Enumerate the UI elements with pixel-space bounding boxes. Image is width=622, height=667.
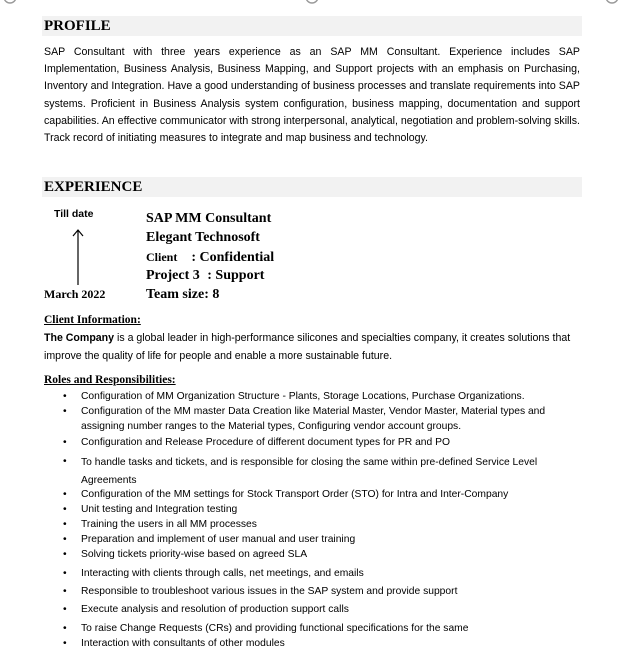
start-date-label: March 2022 — [44, 287, 106, 301]
job-client-label: Client — [146, 250, 178, 264]
profile-text: SAP Consultant with three years experience as an SAP MM Consultant. Experience includes SAP Implementation, Business Analysis, Business Mapping, and Support projects with an emphasis on Purchasing, Inventory and Integration. Have a good understanding of business processes and translate requirements into SAP systems. Proficient in Business Analysis system configuration, business mapping, documentation and support capabilities. An effective communicator with strong interpersonal, analytical, negotiation and problem-solving skills. Track record of initiating measures to integrate and map business and technology. — [44, 46, 580, 145]
bullet-icon: • — [63, 623, 67, 634]
job-team-size: Team size: 8 — [146, 287, 220, 302]
list-item: • Configuration of MM Organization Structure - Plants, Storage Locations, Purchase Organizations. — [63, 391, 525, 402]
job-project-label: Project 3 — [146, 268, 200, 283]
list-item: • Interacting with clients through calls, net meetings, and emails — [63, 568, 364, 579]
bullet-icon: • — [63, 549, 67, 560]
bullet-icon: • — [63, 437, 67, 448]
list-item: • Configuration and Release Procedure of different document types for PR and PO — [63, 437, 450, 448]
list-item: • To handle tasks and tickets, and is responsible for closing the same within pre-defined Service Level Agreements — [63, 456, 538, 486]
bullet-icon: • — [63, 391, 67, 402]
bullet-icon: • — [63, 534, 67, 545]
profile-heading: PROFILE — [42, 16, 582, 36]
till-date-label: Till date — [54, 208, 94, 220]
bullet-icon: • — [63, 604, 67, 615]
job-client-value: : Confidential — [191, 250, 275, 265]
timeline-up-arrow-icon — [71, 228, 85, 286]
job-project-value: : Support — [207, 268, 265, 283]
list-item: • Training the users in all MM processes — [63, 519, 257, 530]
bullet-icon: • — [63, 519, 67, 530]
list-item: • Configuration of the MM master Data Creation like Material Master, Vendor Master, Material types and assigning number ranges to the Material types, Configuring vendor account groups. — [63, 406, 546, 432]
job-role: SAP MM Consultant — [146, 211, 272, 226]
bullet-icon: • — [63, 456, 67, 467]
page-edge-decoration — [0, 0, 622, 6]
bullet-icon: • — [63, 406, 67, 417]
list-item: • Execute analysis and resolution of production support calls — [63, 604, 349, 615]
bullet-icon: • — [63, 504, 67, 515]
list-item: • Solving tickets priority-wise based on agreed SLA — [63, 549, 308, 560]
bullet-icon: • — [63, 568, 67, 579]
client-company-name: The Company — [44, 332, 115, 344]
job-project — [146, 266, 274, 285]
job-details — [146, 209, 274, 304]
job-company: Elegant Technosoft — [146, 230, 260, 245]
client-info-text — [44, 330, 584, 365]
bullet-icon: • — [63, 586, 67, 597]
client-info-description: is a global leader in high-performance silicones and specialties company, it creates solutions that improve the quality of life for people and enable a more sustainable future. — [44, 332, 571, 362]
bullet-icon: • — [63, 638, 67, 649]
list-item: • Interaction with consultants of other modules — [63, 638, 285, 649]
list-item: • Configuration of the MM settings for Stock Transport Order (STO) for Intra and Inter-Company — [63, 489, 509, 500]
job-client — [146, 247, 274, 266]
experience-heading: EXPERIENCE — [42, 177, 582, 197]
bullet-icon: • — [63, 489, 67, 500]
list-item: • Responsible to troubleshoot various issues in the SAP system and provide support — [63, 586, 458, 597]
list-item: • Preparation and implement of user manual and user training — [63, 534, 356, 545]
list-item: • Unit testing and Integration testing — [63, 504, 238, 515]
client-info-heading: Client Information: — [44, 314, 141, 326]
list-item: • To raise Change Requests (CRs) and providing functional specifications for the same — [63, 623, 469, 634]
roles-heading: Roles and Responsibilities: — [44, 374, 176, 386]
